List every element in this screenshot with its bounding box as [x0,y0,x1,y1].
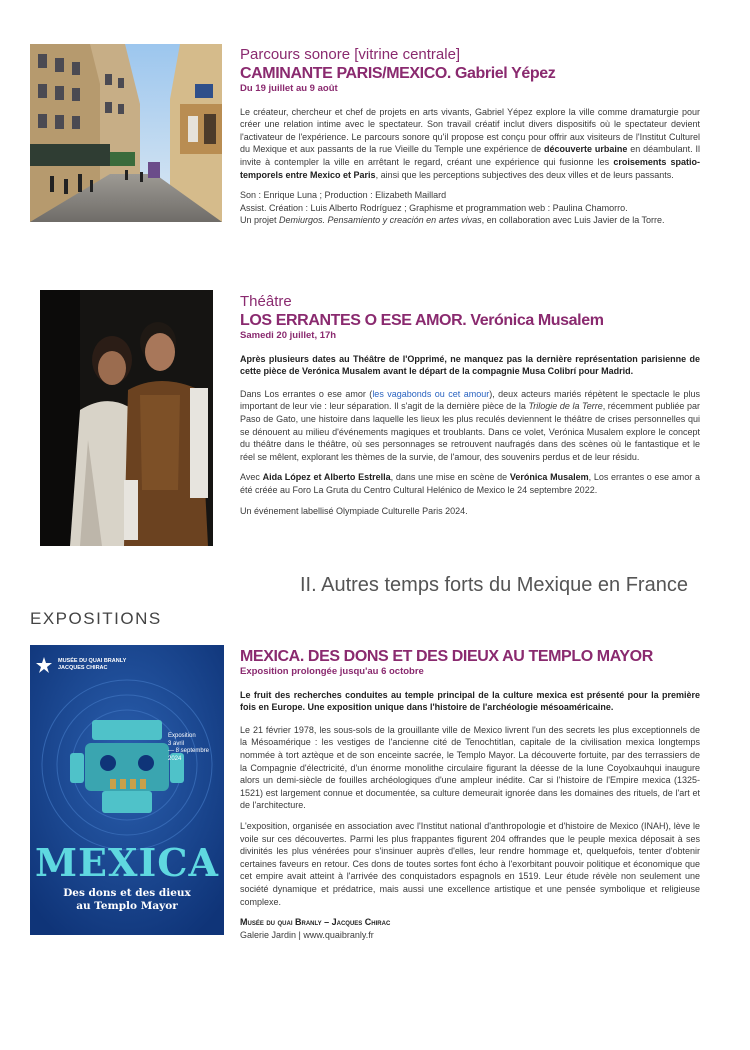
paris-street-photo [30,44,222,222]
expositions-heading: EXPOSITIONS [30,609,162,628]
category-label: Parcours sonore [vitrine centrale] [240,46,461,63]
exhibition-title: MEXICA. DES DONS ET DES DIEUX AU TEMPLO MAYOR [240,648,653,665]
section-sonore [240,46,700,227]
section-mexica [240,647,700,941]
event-description: Dans Los errantes o ese amor (les vagabonds ou cet amour), deux acteurs mariés répètent le spectacle le plus important de leur vie : leur séparation. Il s'agit de la dernière pièce de la Trilogie de la Terre, récemment publiée par Paso de Gato, une histoire dans laquelle les lieux les plus reculés deviennent le théâtre de crises personnelles qui se dénouent au milieu d'événements magiques et troublants. Dans ce volet, Verónica Musalem explore le concept du théâtre dans le théâtre, où ses personnages se retrouvent naufragés dans des scènes où le fantastique et le réel se mêlent, explorant les thèmes de la survie, de l'amour, des souvenirs perdus et de leur résidu. [240,388,700,462]
event-date: Samedi 20 juillet, 17h [240,330,337,341]
credit-line: Un projet Demiurgos. Pensamiento y creación en artes vivas, en collaboration avec Luis Javier de la Torre. [240,215,665,226]
event-title: LOS ERRANTES O ESE AMOR. Verónica Musalem [240,312,604,329]
venue-name: Musée du quai Branly – Jacques Chirac [240,917,391,928]
poster-museum: MUSÉE DU QUAI BRANLY JACQUES CHIRAC [58,658,127,671]
section-theatre [240,293,700,525]
exhibition-lead: Le fruit des recherches conduites au temple principal de la culture mexica est présenté pour la première fois en Europe. Une exposition unique dans l'histoire de l'archéologie mésoaméricaine. [240,689,700,713]
poster-dates: Exposition 3 avril — 8 septembre 2024 [168,733,210,762]
poster-title: MEXICA [34,840,219,885]
event-lead: Après plusieurs dates au Théâtre de l'Opprimé, ne manquez pas la dernière représentation parisienne de cette pièce de Verónica Musalem avant le départ de la compagnie Musa Colibrí pour Madrid. [240,353,700,377]
venue-details: Galerie Jardin | www.quaibranly.fr [240,929,374,940]
mexica-exhibition-poster [30,645,224,935]
credit-line: Assist. Création : Luis Alberto Rodríguez ; Graphisme et programmation web : Paulina Chamorro. [240,202,628,213]
cast-paragraph: Avec Aida López et Alberto Estrella, dans une mise en scène de Verónica Musalem, Los errantes o ese amor a été créée au Foro La Gruta du Centro Cultural Helénico de Mexico le 24 septembre 2022. [240,472,700,495]
event-title: CAMINANTE PARIS/MEXICO. Gabriel Yépez [240,65,556,82]
poster-subtitle: Des dons et des dieux au Templo Mayor [63,887,191,912]
event-description: Le créateur, chercheur et chef de projets en arts vivants, Gabriel Yépez explore la ville comme dramaturgie pour créer une relation intime avec le spectateur. Son travail créatif inclut divers dispositifs où le spectateur devient l'activateur de l'expérience. Le parcours sonore qu'il propose est conçu pour offrir aux visiteurs de l'Institut Culturel du Mexique et aux passants de la rue Vieille du Temple une expérience de découverte urbaine en déambulant. Il invite à contempler la ville en arrêtant le regard, créant une expérience qui fusionne les croisements spatio-temporels entre Mexico et Paris, ainsi que les perceptions subjectives des deux villes et de leurs passants. [240,106,700,180]
theatre-actors-photo [40,290,213,546]
exhibition-date: Exposition prolongée jusqu'au 6 octobre [240,666,424,677]
exhibition-description-2: L'exposition, organisée en association avec l'Institut national d'anthropologie et d'histoire de Mexico (INAH), lève le voile sur ces découvertes. Parmi les plus frappantes figurent 204 offrandes que le peuple mexica déposait à ses divinités les plus vénérées pour s'insinuer auprès d'elles, leur rendre hommage et, quelquefois, tenter d'obtenir certaines faveurs en retour. Ces dons de toutes sortes font écho à l'exorbitant pouvoir politique et économique que cet empire avait atteint à l'arrivée des conquistadors espagnols en 1519. Leur étude révèle non seulement une société dynamique et prédatrice, mais aussi une excellence artistique et une pensée symbolique et religieuse complexe. [240,820,700,907]
label-note: Un événement labellisé Olympiade Culturelle Paris 2024. [240,505,468,516]
credit-line: Son : Enrique Luna ; Production : Elizabeth Maillard [240,190,447,201]
section-heading: II. Autres temps forts du Mexique en France [300,574,688,596]
category-label: Théâtre [240,293,292,310]
event-date: Du 19 juillet au 9 août [240,83,338,94]
exhibition-description: Le 21 février 1978, les sous-sols de la grouillante ville de Mexico livrent l'un des secrets les plus exceptionnels de la Mésoamérique : les vestiges de l'ancienne cité de Tenochtitlan, capitale de la civilisation mexica longtemps nommée à tort aztèque et de son enceinte sacrée, le Templo Mayor. La découverte fortuite, par des terrassiers de la Compagnie d'électricité, d'un énorme monolithe circulaire figurant la déesse de la lune Coyolxauhqui inaugure alors un demi-siècle de fouilles archéologiques d'une ampleur inédite. Car si l'histoire de l'Empire mexica (1325-1521) est largement connue et documentée, sa culture demeurait ignorée dans les domaines des rituels, de l'art et de l'architecture. [240,724,700,811]
